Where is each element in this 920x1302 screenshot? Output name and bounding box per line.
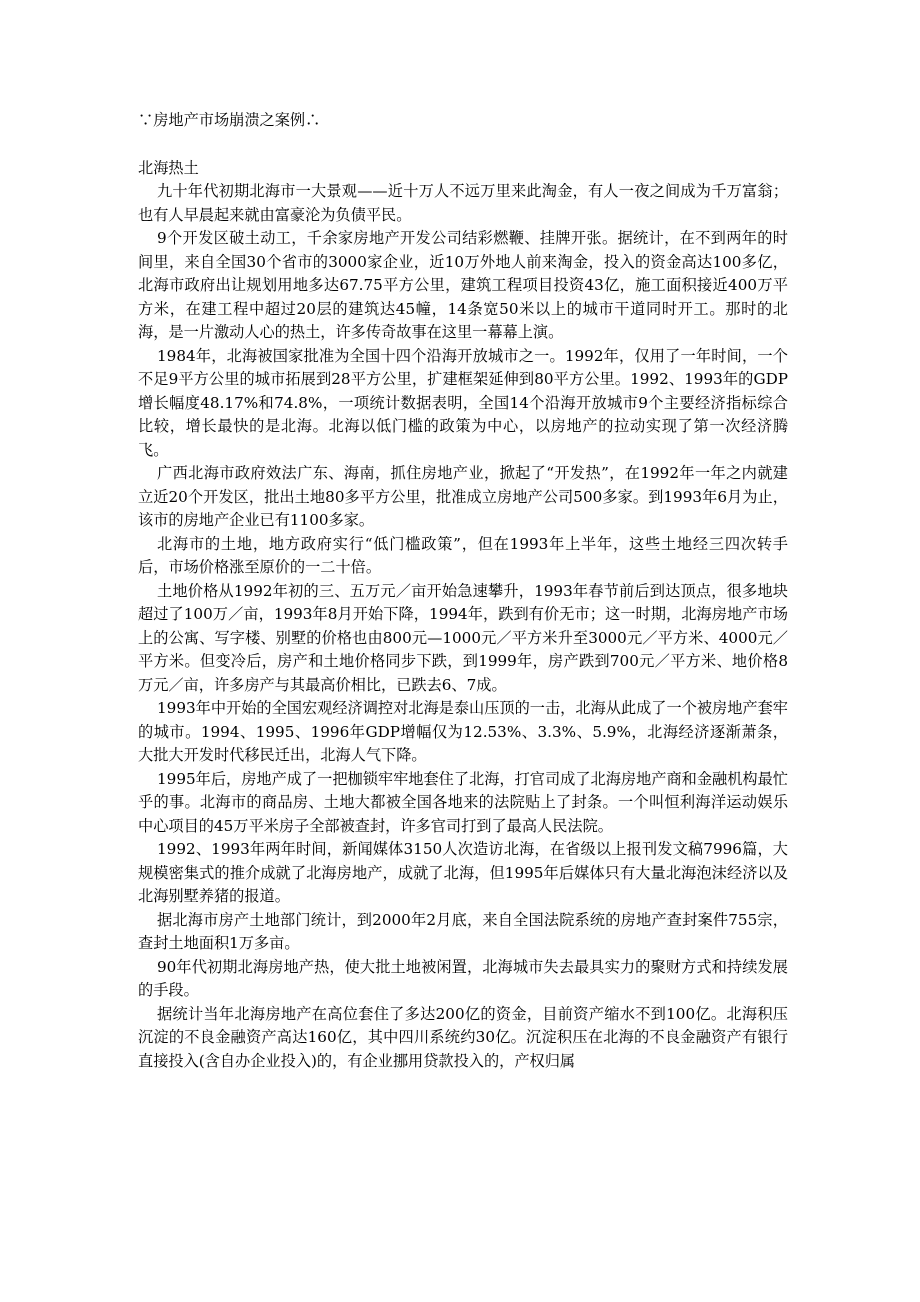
paragraph: 据统计当年北海房地产在高位套住了多达200亿的资金，目前资产缩水不到100亿。北海积压沉淀的不良金融资产高达160亿，其中四川系统约30亿。沉淀积压在北海的不良金融资产有银行直接投入(含自办企业投入)的，有企业挪用贷款投入的，产权归属 xyxy=(138,1004,788,1070)
paragraph: 据北海市房产土地部门统计，到2000年2月底，来自全国法院系统的房地产查封案件755宗，查封土地面积1万多亩。 xyxy=(138,910,788,952)
paragraph: 1993年中开始的全国宏观经济调控对北海是泰山压顶的一击，北海从此成了一个被房地产套牢的城市。1994、1995、1996年GDP增幅仅为12.53%、3.3%、5.9%，北海经济逐渐萧条，大批大开发时代移民迁出，北海人气下降。 xyxy=(138,699,788,764)
paragraph: 北海市的土地，地方政府实行“低门槛政策”，但在1993年上半年，这些土地经三四次转手后，市场价格涨至原价的一二十倍。 xyxy=(138,534,788,576)
paragraph: 广西北海市政府效法广东、海南，抓住房地产业，掀起了“开发热”，在1992年一年之内就建立近20个开发区，批出土地80多平方公里，批准成立房地产公司500多家。到1993年6月为止，该市的房地产企业已有1100多家。 xyxy=(138,464,788,529)
paragraph: 90年代初期北海房地产热，使大批土地被闲置，北海城市失去最具实力的聚财方式和持续发展的手段。 xyxy=(138,957,788,999)
paragraph: 1992、1993年两年时间，新闻媒体3150人次造访北海，在省级以上报刊发文稿7996篇，大规模密集式的推介成就了北海房地产，成就了北海，但1995年后媒体只有大量北海泡沫经济以及北海别墅养猪的报道。 xyxy=(138,840,788,905)
paragraph: 1984年，北海被国家批准为全国十四个沿海开放城市之一。1992年，仅用了一年时间，一个不足9平方公里的城市拓展到28平方公里，扩建框架延伸到80平方公里。1992、1993年的GDP增长幅度48.17%和74.8%，一项统计数据表明，全国14个沿海开放城市9个主要经济指标综合比较，增长最快的是北海。北海以低门槛的政策为中心，以房地产的拉动实现了第一次经济腾飞。 xyxy=(138,346,788,459)
paragraph: 1995年后，房地产成了一把枷锁牢牢地套住了北海，打官司成了北海房地产商和金融机构最忙乎的事。北海市的商品房、土地大都被全国各地来的法院贴上了封条。一个叫恒利海洋运动娱乐中心项目的45万平米房子全部被查封，许多官司打到了最高人民法院。 xyxy=(138,769,788,835)
paragraph: 土地价格从1992年初的三、五万元／亩开始急速攀升，1993年春节前后到达顶点，很多地块超过了100万／亩，1993年8月开始下降，1994年，跌到有价无市；这一时期，北海房地产市场上的公寓、写字楼、别墅的价格也由800元—1000元／平方米升至3000元／平方米、4000元／平方米。但变冷后，房产和土地价格同步下跌，到1999年，房产跌到700元／平方米、地价格8万元／亩，许多房产与其最高价相比，已跌去6、7成。 xyxy=(138,581,788,694)
document-title: ∵房地产市场崩溃之案例∴ xyxy=(138,111,321,129)
paragraph: 九十年代初期北海市一大景观——近十万人不远万里来此淘金，有人一夜之间成为千万富翁；也有人早晨起来就由富豪沦为负债平民。 xyxy=(138,182,788,224)
paragraph: 9个开发区破土动工，千余家房地产开发公司结彩燃鞭、挂牌开张。据统计，在不到两年的时间里，来自全国30个省市的3000家企业，近10万外地人前来淘金，投入的资金高达100多亿，北海市政府出让规划用地多达67.75平方公里，建筑工程项目投资43亿，施工面积接近400万平方米，在建工程中超过20层的建筑达45幢，14条宽50米以上的城市干道同时开工。那时的北海，是一片激动人心的热土，许多传奇故事在这里一幕幕上演。 xyxy=(138,229,788,341)
document-body xyxy=(138,109,788,1073)
section-heading: 北海热土 xyxy=(138,158,199,177)
